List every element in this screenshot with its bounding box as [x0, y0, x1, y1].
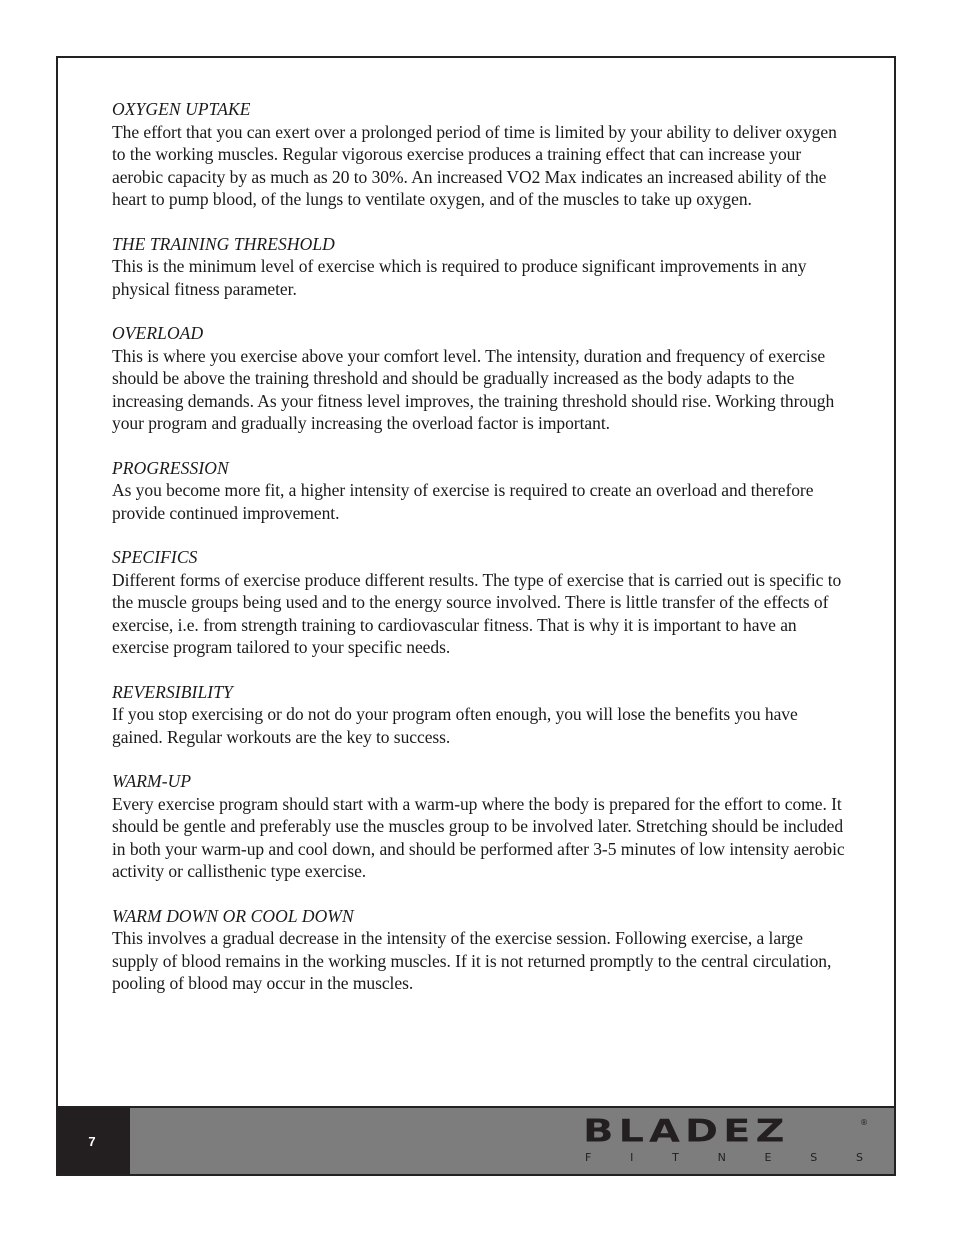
registered-mark: ®	[860, 1118, 868, 1127]
section-body: This is where you exercise above your comfort level. The intensity, duration and frequency of exercise should be above the training threshold and should be gradually increased as the body adapts to the increasing demands. As your fitness level improves, the training threshold should rise. Working through your program and gradually increasing the overload factor is important.	[112, 345, 835, 433]
section-oxygen-uptake	[112, 98, 847, 211]
logo-letter: E	[764, 1151, 772, 1164]
section-training-threshold	[112, 233, 847, 301]
logo-letter: S	[855, 1151, 863, 1164]
page-number-box	[58, 1108, 130, 1174]
logo-letter: T	[672, 1151, 679, 1164]
section-specifics	[112, 546, 847, 659]
logo-letter: N	[717, 1151, 726, 1164]
section-heading: THE TRAINING THRESHOLD	[112, 233, 335, 254]
section-cool-down	[112, 905, 847, 995]
section-heading: OVERLOAD	[112, 323, 204, 343]
logo-letter: F	[585, 1151, 592, 1164]
section-warm-up	[112, 770, 847, 883]
section-progression	[112, 457, 847, 525]
section-heading: PROGRESSION	[112, 457, 229, 478]
section-heading: OXYGEN UPTAKE	[112, 99, 251, 119]
section-heading: REVERSIBILITY	[112, 681, 233, 702]
section-heading: WARM-UP	[112, 771, 192, 791]
section-overload	[112, 322, 847, 435]
bladez-fitness-logo	[583, 1113, 868, 1168]
document-content	[112, 98, 847, 1017]
logo-wordmark: BLADEZ	[583, 1113, 790, 1150]
section-body: This involves a gradual decrease in the intensity of the exercise session. Following exercise, a large supply of blood remains in the working muscles. If it is not returned promptly to the central circulation, pooling of blood may occur in the muscles.	[112, 928, 832, 993]
section-heading: SPECIFICS	[112, 547, 198, 567]
section-body: Every exercise program should start with a warm-up where the body is prepared for the effort to come. It should be gentle and preferably use the muscles group to be involved later. Stretching should be included in both your warm-up and cool down, and should be performed after 3-5 minutes of low intensity aerobic activity or callisthenic type exercise.	[112, 793, 845, 881]
logo-letter: S	[810, 1151, 818, 1164]
section-reversibility	[112, 681, 847, 749]
section-body: The effort that you can exert over a prolonged period of time is limited by your ability to deliver oxygen to the working muscles. Regular vigorous exercise produces a training effect that can increase your aerobic capacity by as much as 20 to 30%. An increased VO2 Max indicates an increased ability of the heart to pump blood, of the lungs to ventilate oxygen, and of the muscles to take up oxygen.	[112, 121, 837, 209]
section-body: Different forms of exercise produce different results. The type of exercise that is carried out is specific to the muscle groups being used and to the energy source involved. There is little transfer of the effects of exercise, i.e. from strength training to cardiovascular fitness. That is why it is important to have an exercise program tailored to your specific needs.	[112, 569, 842, 657]
logo-subtitle	[585, 1151, 863, 1164]
section-body: If you stop exercising or do not do your program often enough, you will lose the benefits you have gained. Regular workouts are the key to success.	[112, 704, 798, 747]
section-body: As you become more fit, a higher intensity of exercise is required to create an overload and therefore provide continued improvement.	[112, 480, 814, 523]
section-heading: WARM DOWN OR COOL DOWN	[112, 905, 354, 926]
page-number: 7	[88, 1133, 96, 1149]
footer-bar	[56, 1106, 896, 1176]
section-body: This is the minimum level of exercise which is required to produce significant improvements in any physical fitness parameter.	[112, 256, 807, 299]
logo-letter: I	[630, 1151, 634, 1164]
